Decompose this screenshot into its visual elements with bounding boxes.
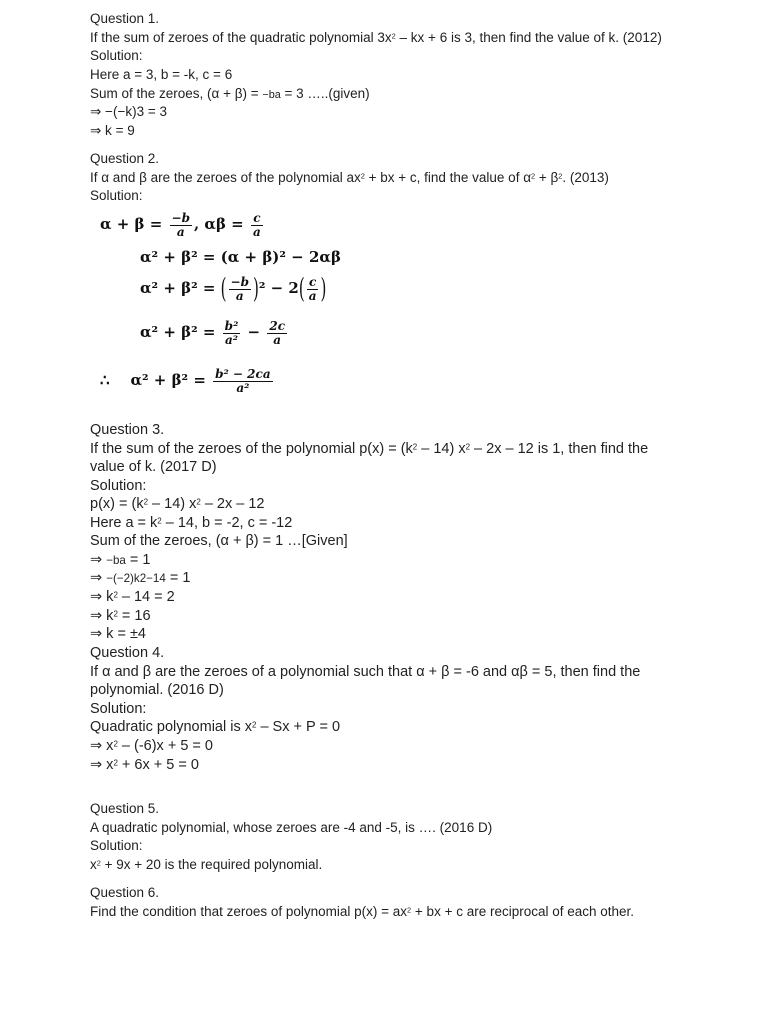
therefore-symbol: ∴ <box>100 371 110 390</box>
q1-line-3: ⇒ −(−k)3 = 3 <box>90 104 167 119</box>
math-text: ² − 2 <box>258 279 299 298</box>
math-text: α² + β² = <box>140 323 221 342</box>
q4-line-1-b: – Sx + P = 0 <box>256 719 341 735</box>
q3-title: Question 3. <box>90 422 165 438</box>
q3-line-4-b: = 1 <box>125 552 151 568</box>
q4-line-2-b: – (-6)x + 5 = 0 <box>117 738 213 754</box>
superscript: 2 <box>252 720 257 730</box>
q3-line-4-frac: −ba <box>106 554 126 567</box>
q4-question-2: polynomial. (2016 D) <box>90 682 224 698</box>
superscript: 2 <box>196 497 201 507</box>
superscript: 2 <box>531 171 536 181</box>
math-text: α + β = <box>100 215 168 234</box>
q3-line-6-a: ⇒ k <box>90 589 114 605</box>
numerator: b² − 2ca <box>215 367 271 381</box>
superscript: 2 <box>113 590 118 600</box>
q1-solution-label: Solution: <box>90 48 143 63</box>
q3-line-7-b: = 16 <box>117 608 151 624</box>
denominator: a² <box>236 380 250 395</box>
q2-text-d: . (2013) <box>562 170 609 185</box>
q2-math-line-1 <box>100 212 265 238</box>
q4-line-2 <box>90 739 213 754</box>
q2-question <box>90 171 609 185</box>
q6-title: Question 6. <box>90 885 160 900</box>
q1-line-2-a: Sum of the zeroes, (α + β) = <box>90 86 263 101</box>
q3-line-6 <box>90 590 175 605</box>
superscript: 2 <box>412 442 418 452</box>
q1-line-1: Here a = 3, b = -k, c = 6 <box>90 67 233 82</box>
q1-title: Question 1. <box>90 11 160 26</box>
superscript: 2 <box>96 858 101 868</box>
superscript: 2 <box>113 758 118 768</box>
numerator: c <box>308 275 317 289</box>
fraction <box>170 212 192 238</box>
numerator: b² <box>224 319 239 333</box>
fraction <box>229 276 251 302</box>
fraction <box>307 276 319 302</box>
fraction <box>251 212 263 238</box>
math-text: − <box>242 323 266 342</box>
q5-line-1 <box>90 858 322 872</box>
q3-line-1-c: – 2x – 12 <box>200 496 265 512</box>
q2-solution-label: Solution: <box>90 188 143 203</box>
q1-line-2-frac: −ba <box>262 89 281 101</box>
q5-solution-label: Solution: <box>90 838 143 853</box>
q1-line-2 <box>90 87 370 101</box>
q6-question <box>90 905 634 919</box>
q3-line-4 <box>90 553 150 568</box>
math-text: α² + β² = <box>140 279 221 298</box>
q3-text-b: – 14) x <box>417 441 466 457</box>
q1-line-2-b: = 3 …..(given) <box>280 86 370 101</box>
fraction <box>223 320 241 346</box>
denominator: a <box>273 332 282 347</box>
q4-title: Question 4. <box>90 645 165 661</box>
fraction <box>213 368 273 394</box>
q4-line-1 <box>90 720 340 735</box>
denominator: a <box>252 224 261 239</box>
q5-title: Question 5. <box>90 801 160 816</box>
q4-line-3-a: ⇒ x <box>90 757 114 773</box>
q3-line-5 <box>90 571 190 586</box>
q3-line-8: ⇒ k = ±4 <box>90 626 146 642</box>
q3-line-2-b: – 14, b = -2, c = -12 <box>161 515 293 531</box>
math-text: , αβ = <box>193 215 249 234</box>
superscript: 2 <box>113 609 118 619</box>
q3-line-1-b: – 14) x <box>148 496 197 512</box>
q1-question <box>90 31 662 45</box>
superscript: 2 <box>407 905 412 915</box>
superscript: 2 <box>465 442 471 452</box>
q3-question-2: value of k. (2017 D) <box>90 459 217 475</box>
superscript: 2 <box>143 497 149 507</box>
superscript: 2 <box>558 171 563 181</box>
q3-text-c: – 2x – 12 is 1, then find the <box>470 441 649 457</box>
q3-line-4-a: ⇒ <box>90 552 107 568</box>
q4-line-3 <box>90 758 199 773</box>
q1-text-b: – kx + 6 is 3, then find the value of k. (2012) <box>395 30 662 45</box>
q2-text-b: + bx + c, find the value of α <box>364 170 531 185</box>
q1-line-4: ⇒ k = 9 <box>90 123 135 138</box>
q3-line-2 <box>90 516 292 531</box>
q2-text-c: + β <box>535 170 559 185</box>
denominator: a <box>235 288 244 303</box>
left-paren: ( <box>220 271 227 305</box>
q6-text-b: + bx + c are reciprocal of each other. <box>411 904 635 919</box>
q3-line-5-frac: −(−2)k2−14 <box>106 572 166 585</box>
q2-math-line-5 <box>100 368 275 394</box>
superscript: 2 <box>360 171 365 181</box>
denominator: a <box>308 288 317 303</box>
q3-line-1 <box>90 497 265 512</box>
q3-line-1-a: p(x) = (k <box>90 496 144 512</box>
math-text: α² + β² = <box>130 371 212 390</box>
denominator: a² <box>224 332 239 347</box>
q3-question <box>90 442 648 457</box>
q3-line-6-b: – 14 = 2 <box>117 589 175 605</box>
q3-line-5-b: = 1 <box>165 570 191 586</box>
q4-line-3-b: + 6x + 5 = 0 <box>117 757 199 773</box>
q3-text-a: If the sum of the zeroes of the polynomial p(x) = (k <box>90 441 413 457</box>
q5-question: A quadratic polynomial, whose zeroes are -4 and -5, is …. (2016 D) <box>90 820 493 835</box>
q6-text-a: Find the condition that zeroes of polynomial p(x) = ax <box>90 904 408 919</box>
q5-line-1-a: x <box>90 857 97 872</box>
q3-line-7 <box>90 609 151 624</box>
superscript: 2 <box>391 31 396 41</box>
q4-line-1-a: Quadratic polynomial is x <box>90 719 252 735</box>
superscript: 2 <box>157 516 162 526</box>
q4-question: If α and β are the zeroes of a polynomial such that α + β = -6 and αβ = 5, then find the <box>90 664 641 680</box>
q3-line-2-a: Here a = k <box>90 515 158 531</box>
q2-title: Question 2. <box>90 151 160 166</box>
q2-text-a: If α and β are the zeroes of the polynomial ax <box>90 170 361 185</box>
q3-solution-label: Solution: <box>90 478 147 494</box>
fraction <box>267 320 287 346</box>
superscript: 2 <box>113 739 118 749</box>
numerator: −b <box>171 211 190 225</box>
q3-line-5-a: ⇒ <box>90 570 107 586</box>
denominator: a <box>176 224 185 239</box>
q3-line-7-a: ⇒ k <box>90 608 114 624</box>
q4-line-2-a: ⇒ x <box>90 738 114 754</box>
numerator: −b <box>230 275 249 289</box>
left-paren: ( <box>298 271 305 305</box>
numerator: c <box>253 211 261 225</box>
q2-math-line-4 <box>140 320 289 346</box>
q5-line-1-b: + 9x + 20 is the required polynomial. <box>100 857 323 872</box>
q3-line-3: Sum of the zeroes, (α + β) = 1 …[Given] <box>90 533 348 549</box>
numerator: 2c <box>269 319 285 333</box>
q2-math-line-2: α² + β² = (α + β)² − 2αβ <box>140 248 341 266</box>
q2-math-line-3 <box>140 271 327 305</box>
q1-text-a: If the sum of zeroes of the quadratic polynomial 3x <box>90 30 392 45</box>
right-paren: ) <box>320 271 327 305</box>
q4-solution-label: Solution: <box>90 701 147 717</box>
right-paren: ) <box>252 271 259 305</box>
